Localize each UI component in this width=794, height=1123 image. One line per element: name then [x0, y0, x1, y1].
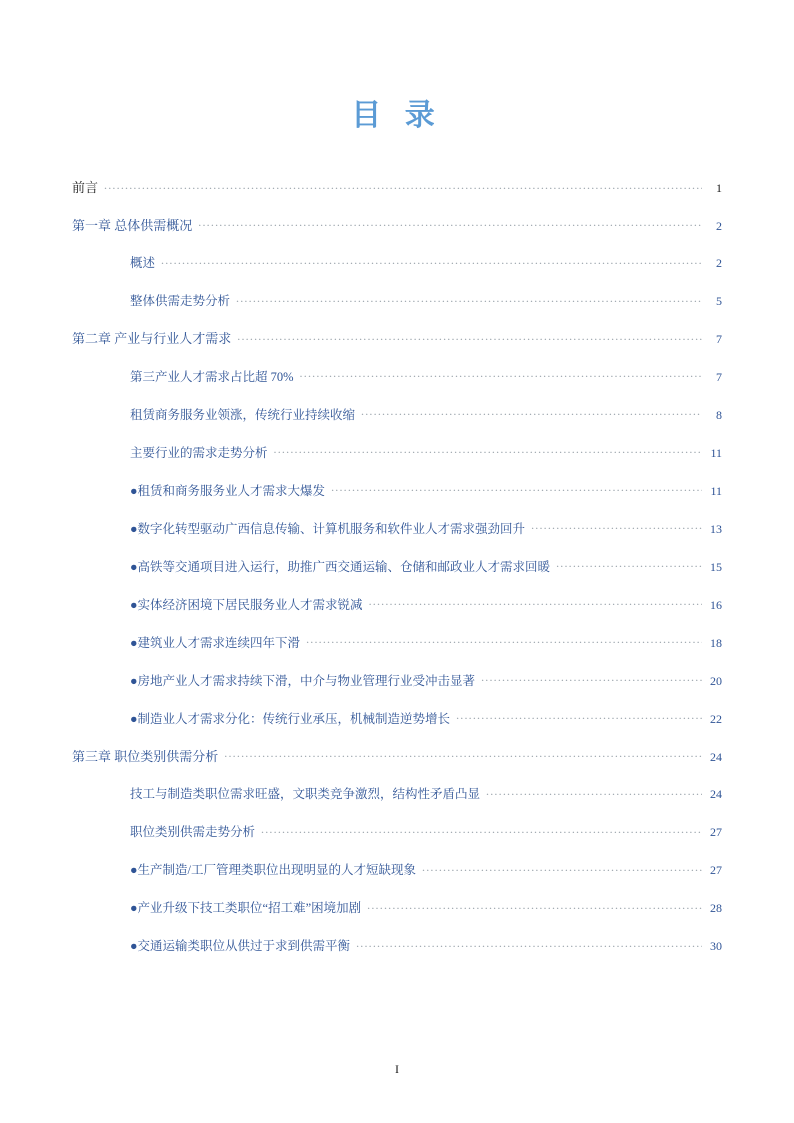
toc-entry[interactable]	[130, 559, 722, 575]
toc-entry-label: ●交通运输类职位从供过于求到供需平衡	[130, 939, 351, 954]
toc-entry-page-number: 11	[710, 445, 722, 460]
toc-entry-label: ●建筑业人才需求连续四年下滑	[130, 635, 301, 650]
toc-entry[interactable]	[130, 445, 722, 461]
page-title: 目 录	[351, 99, 443, 132]
toc-leader-dots	[356, 938, 702, 950]
toc-leader-dots	[331, 483, 702, 495]
toc-leader-dots	[274, 445, 702, 457]
toc-entry-page-number: 11	[710, 483, 722, 498]
toc-entry[interactable]	[72, 180, 722, 196]
toc-entry-page-number: 24	[710, 787, 722, 802]
toc-leader-dots	[481, 673, 702, 685]
toc-leader-dots	[300, 369, 702, 381]
toc-entry-label: ●产业升级下技工类职位“招工难”困境加剧	[130, 901, 362, 916]
toc-leader-dots	[161, 255, 702, 267]
toc-entry-page-number: 24	[710, 749, 722, 764]
toc-entry[interactable]	[130, 521, 722, 537]
toc-entry[interactable]	[130, 711, 722, 727]
toc-entry[interactable]	[130, 786, 722, 802]
toc-entry-label: 第二章 产业与行业人才需求	[72, 331, 232, 347]
toc-leader-dots	[237, 331, 702, 343]
toc-entry-page-number: 27	[710, 825, 722, 840]
toc-leader-dots	[261, 824, 702, 836]
toc-entry-label: 第三产业人才需求占比超 70%	[130, 369, 294, 384]
toc-entry-page-number: 22	[710, 711, 722, 726]
toc-leader-dots	[556, 559, 702, 571]
toc-entry-label: 技工与制造类职位需求旺盛，文职类竞争激烈，结构性矛盾凸显	[130, 787, 481, 802]
toc-entry-label: ●租赁和商务服务业人才需求大爆发	[130, 483, 326, 498]
toc-entry-label: ●制造业人才需求分化：传统行业承压，机械制造逆势增长	[130, 711, 451, 726]
toc-entry-page-number: 15	[710, 559, 722, 574]
toc-entry-label: ●生产制造/工厂管理类职位出现明显的人才短缺现象	[130, 863, 417, 878]
toc-entry-page-number: 2	[716, 218, 722, 233]
toc-entry-label: 整体供需走势分析	[130, 294, 231, 309]
toc-entry-label: 租赁商务服务业领涨，传统行业持续收缩	[130, 407, 356, 422]
toc-entry-label: 第一章 总体供需概况	[72, 217, 193, 233]
toc-leader-dots	[422, 862, 702, 874]
toc-entry-label: 前言	[72, 180, 99, 195]
toc-entry-page-number: 18	[710, 635, 722, 650]
toc-entry-label: ●高铁等交通项目进入运行，助推广西交通运输、仓储和邮政业人才需求回暖	[130, 559, 551, 574]
page-number-footer: I	[395, 1062, 399, 1076]
toc-entry[interactable]	[72, 749, 722, 765]
toc-entry[interactable]	[130, 483, 722, 499]
toc-entry[interactable]	[130, 635, 722, 651]
toc-entry-page-number: 27	[710, 863, 722, 878]
toc-entry[interactable]	[72, 331, 722, 347]
toc-entry[interactable]	[130, 369, 722, 385]
toc-entry-label: 概述	[130, 256, 156, 271]
toc-leader-dots	[367, 900, 702, 912]
toc-entry[interactable]	[130, 862, 722, 878]
toc-entry-label: ●房地产业人才需求持续下滑，中介与物业管理行业受冲击显著	[130, 673, 476, 688]
toc-entry-label: 第三章 职位类别供需分析	[72, 748, 219, 764]
toc-entry-page-number: 2	[716, 256, 722, 271]
toc-entry-page-number: 28	[710, 901, 722, 916]
toc-entry-label: ●数字化转型驱动广西信息传输、计算机服务和软件业人才需求强劲回升	[130, 521, 526, 536]
toc-leader-dots	[224, 749, 702, 761]
toc-entry-page-number: 1	[716, 181, 722, 195]
toc-entry-page-number: 13	[710, 521, 722, 536]
toc-leader-dots	[236, 293, 702, 305]
toc-entry-page-number: 7	[716, 369, 722, 384]
table-of-contents	[72, 180, 722, 954]
toc-entry[interactable]	[130, 938, 722, 954]
toc-entry[interactable]	[130, 824, 722, 840]
toc-entry-label: 主要行业的需求走势分析	[130, 445, 268, 460]
toc-leader-dots	[104, 180, 702, 192]
toc-entry[interactable]	[130, 407, 722, 423]
toc-leader-dots	[486, 786, 702, 798]
toc-entry[interactable]	[130, 900, 722, 916]
toc-entry[interactable]	[130, 597, 722, 613]
toc-leader-dots	[306, 635, 702, 647]
toc-leader-dots	[456, 711, 702, 723]
toc-leader-dots	[531, 521, 702, 533]
toc-entry-label: 职位类别供需走势分析	[130, 825, 256, 840]
toc-entry-page-number: 7	[716, 332, 722, 347]
toc-entry[interactable]	[130, 293, 722, 309]
toc-leader-dots	[198, 218, 702, 230]
toc-entry-page-number: 20	[710, 673, 722, 688]
toc-entry[interactable]	[130, 255, 722, 271]
toc-entry-page-number: 16	[710, 597, 722, 612]
toc-entry-page-number: 8	[716, 407, 722, 422]
toc-leader-dots	[361, 407, 702, 419]
toc-entry-page-number: 30	[710, 939, 722, 954]
toc-entry[interactable]	[130, 673, 722, 689]
toc-entry-page-number: 5	[716, 294, 722, 309]
toc-leader-dots	[369, 597, 702, 609]
toc-entry-label: ●实体经济困境下居民服务业人才需求锐减	[130, 597, 363, 612]
toc-entry[interactable]	[72, 218, 722, 234]
